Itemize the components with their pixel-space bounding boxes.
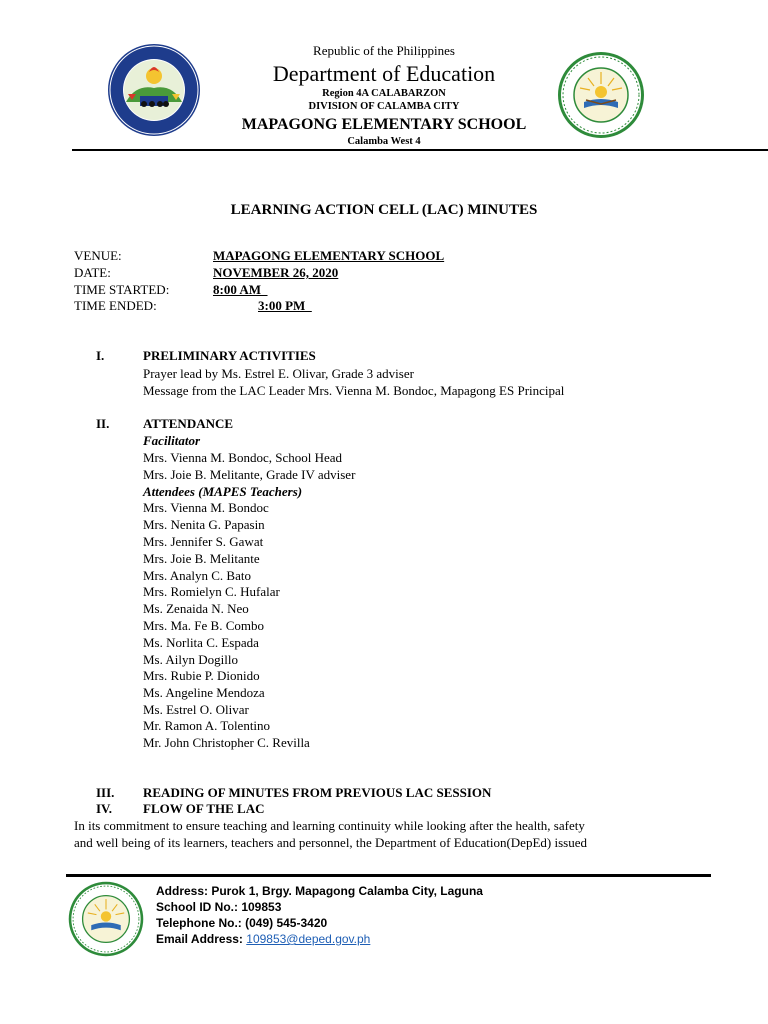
document-title: LEARNING ACTION CELL (LAC) MINUTES — [230, 202, 538, 218]
attendee-item: Mrs. Ma. Fe B. Combo — [143, 618, 264, 633]
footer-email-row — [156, 932, 370, 946]
attendee-item: Mr. John Christopher C. Revilla — [143, 735, 310, 750]
footer-school-seal-logo — [67, 880, 145, 963]
date-label: DATE: — [74, 265, 111, 280]
attendee-item: Mrs. Vienna M. Bondoc — [143, 500, 269, 515]
attendee-item: Ms. Norlita C. Espada — [143, 635, 259, 650]
school-name: MAPAGONG ELEMENTARY SCHOOL — [241, 116, 527, 133]
attendee-item: Mrs. Jennifer S. Gawat — [143, 534, 264, 549]
department-title: Department of Education — [272, 61, 496, 86]
footer-telephone: Telephone No.: (049) 545-3420 — [156, 916, 328, 930]
facilitator-item: Mrs. Joie B. Melitante, Grade IV adviser — [143, 467, 356, 482]
section-3-title: READING OF MINUTES FROM PREVIOUS LAC SESSION — [143, 785, 492, 800]
section-2-number: II. — [96, 416, 110, 431]
time-ended-label: TIME ENDED: — [74, 298, 157, 313]
attendee-item: Ms. Estrel O. Olivar — [143, 702, 249, 717]
date-value: NOVEMBER 26, 2020 — [213, 265, 339, 280]
venue-value: MAPAGONG ELEMENTARY SCHOOL — [213, 248, 445, 263]
school-seal-logo — [556, 50, 646, 145]
section-1-title: PRELIMINARY ACTIVITIES — [143, 348, 316, 363]
attendee-item: Ms. Ailyn Dogillo — [143, 652, 238, 667]
facilitator-heading: Facilitator — [143, 433, 201, 448]
footer-school-id: School ID No.: 109853 — [156, 900, 282, 914]
time-started-label: TIME STARTED: — [74, 282, 170, 297]
section-1-number: I. — [96, 348, 105, 363]
footer-email-label: Email Address: — [156, 932, 247, 946]
section-4-title: FLOW OF THE LAC — [143, 801, 265, 816]
district-text: Calamba West 4 — [347, 136, 421, 147]
email-link[interactable]: 109853@deped.gov.ph — [246, 932, 371, 946]
attendee-item: Mrs. Rubie P. Dionido — [143, 668, 260, 683]
header-divider — [72, 149, 768, 151]
attendee-item: Mrs. Joie B. Melitante — [143, 551, 260, 566]
section-3-number: III. — [96, 785, 115, 800]
prayer-line: Prayer lead by Ms. Estrel E. Olivar, Grade 3 adviser — [143, 366, 414, 381]
footer-divider — [66, 874, 711, 877]
division-text: DIVISION OF CALAMBA CITY — [308, 101, 460, 112]
paragraph-line: and well being of its learners, teachers and personnel, the Department of Education(DepEd) issued — [74, 835, 587, 850]
section-2-title: ATTENDANCE — [143, 416, 234, 431]
attendee-item: Mrs. Nenita G. Papasin — [143, 517, 265, 532]
attendees-heading: Attendees (MAPES Teachers) — [143, 484, 303, 499]
paragraph-line: In its commitment to ensure teaching and learning continuity while looking after the health, safety — [74, 818, 585, 833]
venue-label: VENUE: — [74, 248, 122, 263]
time-started-value: 8:00 AM — [213, 282, 268, 297]
region-text: Region 4A CALABARZON — [322, 88, 446, 99]
footer-address: Address: Purok 1, Brgy. Mapagong Calamba City, Laguna — [156, 884, 483, 898]
message-line: Message from the LAC Leader Mrs. Vienna M. Bondoc, Mapagong ES Principal — [143, 383, 565, 398]
facilitator-item: Mrs. Vienna M. Bondoc, School Head — [143, 450, 343, 465]
section-4-number: IV. — [96, 801, 113, 816]
attendee-item: Ms. Zenaida N. Neo — [143, 601, 249, 616]
attendee-item: Mrs. Romielyn C. Hufalar — [143, 584, 280, 599]
attendee-item: Ms. Angeline Mendoza — [143, 685, 265, 700]
attendee-item: Mrs. Analyn C. Bato — [143, 568, 251, 583]
attendee-item: Mr. Ramon A. Tolentino — [143, 718, 271, 733]
republic-text: Republic of the Philippines — [313, 43, 455, 58]
time-ended-value: 3:00 PM — [258, 298, 312, 313]
